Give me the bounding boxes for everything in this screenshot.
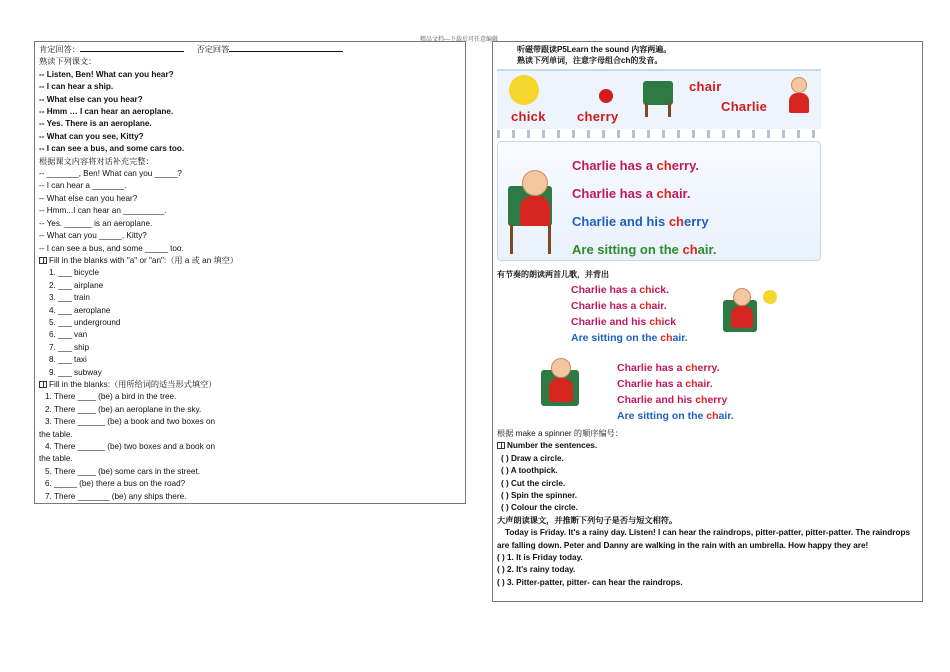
- number-item[interactable]: ( ) Colour the circle.: [501, 503, 578, 513]
- a-an-item[interactable]: 2. ___ airplane: [49, 280, 104, 290]
- chick-icon: [509, 75, 539, 105]
- rhyme-title: 有节奏的朗读两首儿歌，并背出: [497, 270, 609, 279]
- rhyme-three: [617, 360, 734, 424]
- be-title: Fill in the blanks:（用所给词的适当形式填空）: [49, 379, 217, 389]
- passage: Today is Friday. It's a rainy day. Listen! I can hear the raindrops, pitter-patter, pitter-patter. The raindrops are falling down. Peter and Danny are walking in the rain with an umbrella. How happy they are!: [497, 528, 911, 550]
- a-an-item[interactable]: 7. ___ ship: [49, 342, 90, 352]
- judge-title: 大声朗读课文，并推断下列句子是否与短文相符。: [497, 515, 678, 525]
- rhyme-line: Charlie has a cherry.: [572, 158, 699, 173]
- right-worksheet-panel: [492, 41, 923, 602]
- a-an-item[interactable]: 5. ___ underground: [49, 317, 121, 327]
- judge-item[interactable]: ( ) 1. It is Friday today.: [497, 553, 583, 563]
- read-words-title: 熟读下列单词，注意字母组合ch的发音。: [517, 56, 663, 65]
- a-an-item[interactable]: 9. ___ subway: [49, 367, 102, 377]
- be-item[interactable]: 3. There ______ (be) a book and two boxes on: [45, 417, 216, 427]
- blank-line[interactable]: -- Yes. ______ is an aeroplane.: [39, 218, 153, 228]
- dialogue-line: -- Hmm … I can hear an aeroplane.: [39, 107, 174, 117]
- blank-line[interactable]: -- I can hear a _______.: [39, 181, 127, 191]
- be-item[interactable]: 2. There ____ (be) an aeroplane in the sky.: [45, 404, 202, 414]
- dialogue-line: -- What else can you hear?: [39, 94, 143, 104]
- a-an-item[interactable]: 6. ___ van: [49, 330, 88, 340]
- number-title-row: [497, 440, 918, 452]
- affirm-answer-line[interactable]: [80, 43, 184, 52]
- number-item[interactable]: ( ) Spin the spinner.: [501, 491, 577, 501]
- number-item[interactable]: ( ) Cut the circle.: [501, 478, 566, 488]
- rhyme-line: Charlie and his cherry: [617, 394, 728, 406]
- blank-line[interactable]: -- What can you _____, Kitty?: [39, 231, 147, 241]
- charlie-icon: [791, 77, 807, 93]
- dialogue-line: -- What can you see, Kitty?: [39, 131, 144, 141]
- judge-item[interactable]: ( ) 3. Pitter-patter, pitter- can hear the raindrops.: [497, 577, 683, 587]
- book-icon: [39, 381, 47, 388]
- blank-line[interactable]: -- I can see a bus, and some _____ too.: [39, 243, 184, 253]
- rhyme-line: Are sitting on the chair.: [617, 410, 734, 422]
- header-note: 精品文档---下载后可任意编辑: [420, 37, 498, 43]
- be-item-cont: the table.: [39, 454, 73, 464]
- rhyme-three-block: [497, 356, 918, 428]
- word-chick: chick: [511, 109, 546, 124]
- dialogue-line: -- Yes. There is an aeroplane.: [39, 119, 152, 129]
- read-title: 熟读下列课文：: [39, 57, 97, 67]
- a-an-item[interactable]: 4. ___ aeroplane: [49, 305, 111, 315]
- blank-dialogue: [39, 168, 461, 255]
- rhyme-two-block: [497, 280, 918, 352]
- rhyme-one: [572, 152, 716, 264]
- word-chair: chair: [689, 79, 722, 94]
- judge-item[interactable]: ( ) 2. It's rainy today.: [497, 565, 576, 575]
- a-an-item[interactable]: 1. ___ bicycle: [49, 268, 100, 278]
- rhyme-line: Are sitting on the chair.: [572, 242, 717, 257]
- be-item[interactable]: 7. There _______ (be) any ships there.: [45, 491, 187, 501]
- chair-icon: [643, 81, 673, 105]
- a-an-title-row: [39, 255, 461, 267]
- be-item[interactable]: 1. There ____ (be) a bird in the tree.: [45, 392, 177, 402]
- blank-line: -- What else can you hear?: [39, 193, 138, 203]
- negative-answer-line[interactable]: [229, 43, 343, 52]
- word-cherry: cherry: [577, 109, 619, 124]
- number-list: [497, 453, 918, 515]
- charlie-icon: [522, 170, 548, 196]
- a-an-list: [39, 267, 461, 379]
- be-item[interactable]: 6. _____ (be) there a bus on the road?: [45, 479, 186, 489]
- listen-title: 听磁带跟读P5Learn the sound 内容两遍。: [517, 45, 672, 54]
- affirm-label: 肯定回答：: [39, 45, 80, 54]
- dialogue-line: -- I can hear a ship.: [39, 82, 114, 92]
- dialogue: [39, 69, 461, 156]
- a-an-item[interactable]: 8. ___ taxi: [49, 355, 87, 365]
- be-item[interactable]: 4. There ______ (be) two boxes and a book on: [45, 442, 216, 451]
- complete-title: 根据课文内容将对话补充完整：: [39, 156, 154, 166]
- rhyme-card: [497, 141, 821, 261]
- charlie-icon: [733, 288, 751, 306]
- rhyme-line: Charlie has a chair.: [617, 378, 713, 390]
- answer-line-row: [39, 43, 461, 56]
- number-item[interactable]: ( ) Draw a circle.: [501, 453, 564, 463]
- judge-list: [497, 552, 918, 589]
- a-an-item[interactable]: 3. ___ train: [49, 293, 90, 303]
- dialogue-line: -- Listen, Ben! What can you hear?: [39, 69, 174, 79]
- rhyme-line: Charlie has a chair.: [571, 300, 667, 312]
- be-list: [39, 391, 461, 503]
- be-item-cont: the table.: [39, 429, 73, 439]
- rhyme-line: Charlie has a cherry.: [617, 362, 720, 374]
- chick-icon: [763, 290, 777, 304]
- number-item[interactable]: ( ) A toothpick.: [501, 466, 558, 476]
- book-icon: [39, 257, 47, 264]
- spinner-title: 根据 make a spinner 的顺序编号：: [497, 429, 624, 438]
- rhyme-line: Charlie has a chair.: [572, 186, 691, 201]
- left-worksheet-panel: [34, 41, 466, 504]
- spiral-binding: [497, 130, 821, 138]
- rhyme-line: Charlie and his cherry: [572, 214, 709, 229]
- book-icon: [497, 442, 505, 449]
- be-item[interactable]: 5. There ____ (be) some cars in the street.: [45, 466, 201, 476]
- a-an-title: Fill in the blanks with "a" or "an":（用 a 或 an 填空）: [49, 255, 239, 265]
- negative-label: 否定回答: [196, 45, 230, 54]
- charlie-icon: [551, 358, 571, 378]
- rhyme-line: Charlie and his chick: [571, 316, 677, 328]
- dialogue-line: -- I can see a bus, and some cars too.: [39, 144, 185, 154]
- word-picture-strip: [497, 69, 821, 129]
- be-title-row: [39, 379, 461, 391]
- cherry-icon: [599, 89, 613, 103]
- rhyme-line: Charlie has a chick.: [571, 284, 670, 296]
- rhyme-line: Are sitting on the chair.: [571, 332, 688, 344]
- word-charlie: Charlie: [721, 99, 768, 114]
- number-title: Number the sentences.: [507, 441, 598, 451]
- blank-line[interactable]: -- Hmm...I can hear an _________.: [39, 206, 167, 216]
- blank-line[interactable]: -- _______, Ben! What can you _____?: [39, 169, 182, 179]
- rhyme-two: [571, 282, 688, 346]
